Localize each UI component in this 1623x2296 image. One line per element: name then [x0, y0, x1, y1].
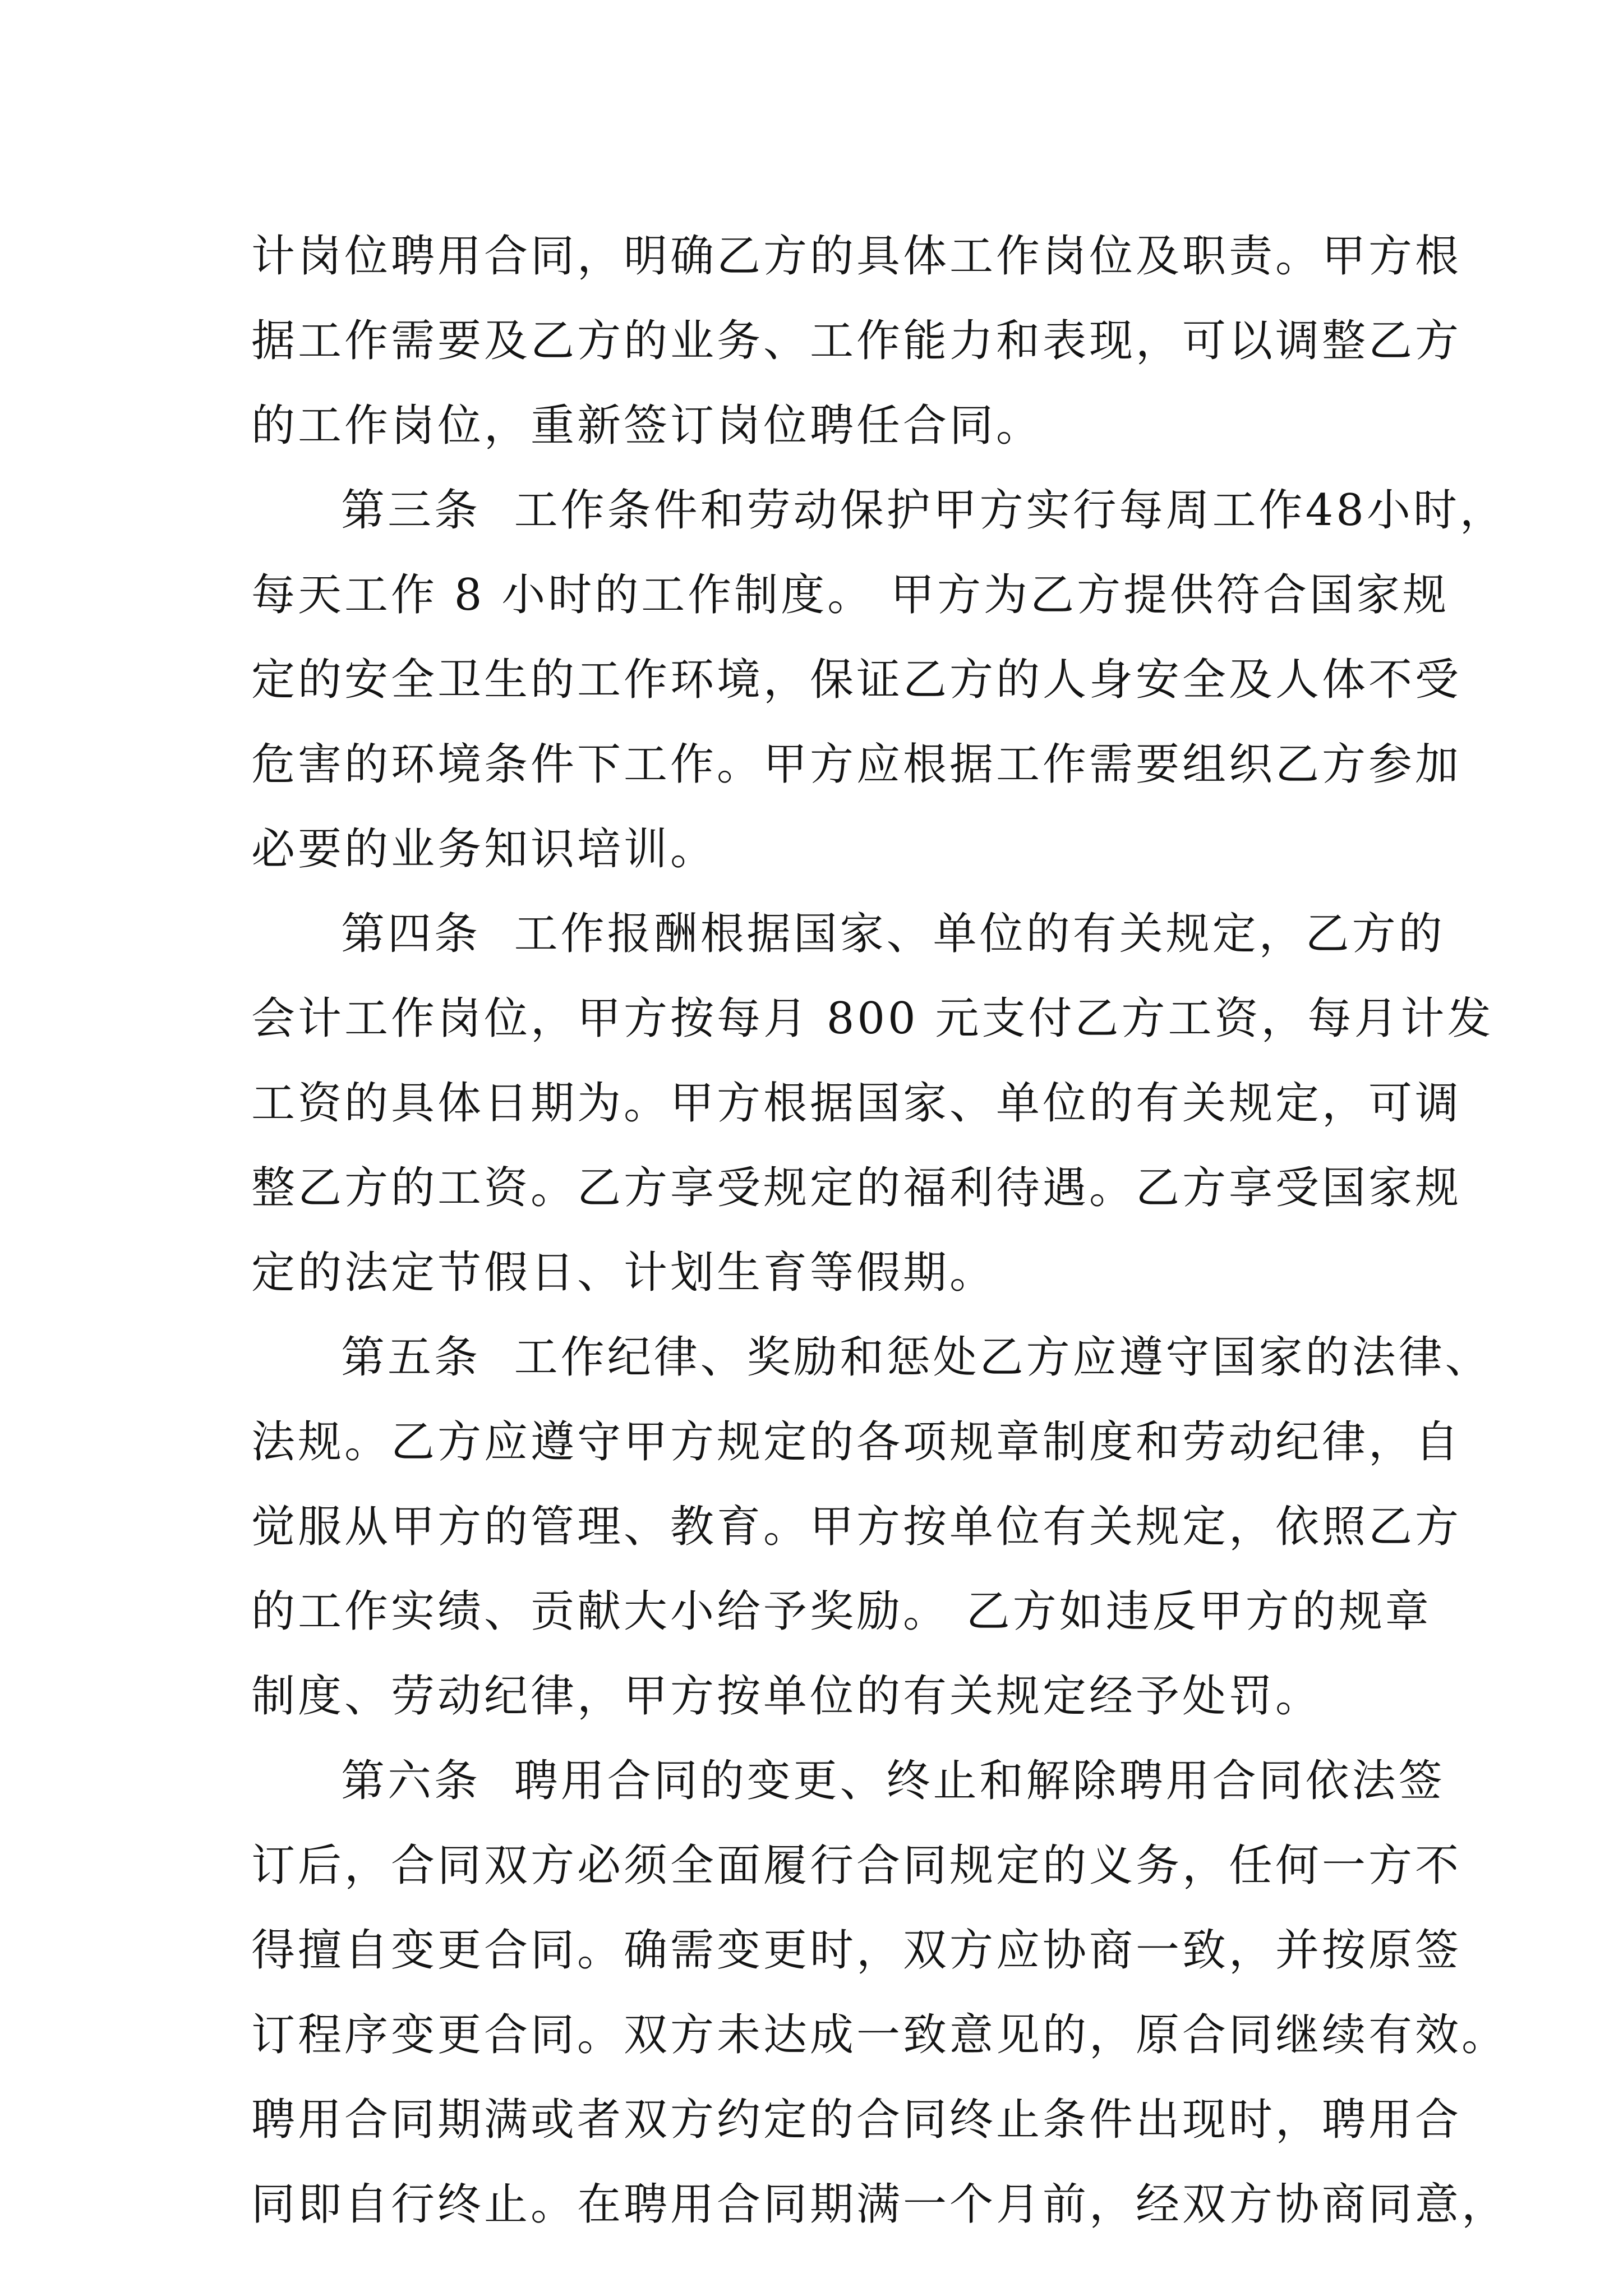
paragraph-article-5 [251, 1315, 1492, 1739]
text-line: 觉服从甲方的管理、教育。甲方按单位有关规定，依照乙方 [251, 1502, 1462, 1552]
text-line: 的工作岗位，重新签订岗位聘任合同。 [251, 401, 1043, 451]
text-line: 必要的业务知识培训。 [251, 824, 717, 875]
text-line: 得擅自变更合同。确需变更时，双方应协商一致，并按原签 [251, 1925, 1462, 1976]
paragraph-article-4 [251, 892, 1494, 1315]
text-line: 订后，合同双方必须全面履行合同规定的义务，任何一方不 [251, 1841, 1462, 1891]
text-line: 工资的具体日期为。甲方根据国家、单位的有关规定，可调 [251, 1078, 1462, 1129]
paragraph-article-3 [251, 468, 1506, 892]
text-line: 整乙方的工资。乙方享受规定的福利待遇。乙方享受国家规 [251, 1163, 1462, 1213]
text-line: 同即自行终止。在聘用合同期满一个月前，经双方协商同意， [251, 2179, 1509, 2230]
text-line: 聘用合同期满或者双方约定的合同终止条件出现时，聘用合 [251, 2095, 1462, 2145]
text-line: 第三条 工作条件和劳动保护甲方实行每周工作48小时， [341, 485, 1506, 536]
text-line: 订程序变更合同。双方未达成一致意见的，原合同继续有效。 [251, 2010, 1509, 2060]
text-line: 的工作实绩、贡献大小给予奖励。 乙方如违反甲方的规章 [251, 1586, 1432, 1637]
text-line: 计岗位聘用合同，明确乙方的具体工作岗位及职责。甲方根 [251, 231, 1462, 282]
paragraph-article-6 [251, 1739, 1509, 2247]
text-line: 第五条 工作纪律、奖励和惩处乙方应遵守国家的法律、 [341, 1332, 1492, 1383]
text-line: 制度、劳动纪律，甲方按单位的有关规定经予处罚。 [251, 1671, 1322, 1722]
text-line: 据工作需要及乙方的业务、工作能力和表现，可以调整乙方 [251, 316, 1462, 366]
paragraph-continuation [251, 214, 1462, 468]
document-body [251, 214, 1509, 2247]
text-line: 危害的环境条件下工作。甲方应根据工作需要组织乙方参加 [251, 739, 1462, 790]
text-line: 定的安全卫生的工作环境，保证乙方的人身安全及人体不受 [251, 655, 1462, 705]
text-line: 第四条 工作报酬根据国家、单位的有关规定，乙方的 [341, 909, 1445, 959]
text-line: 每天工作 8 小时的工作制度。 甲方为乙方提供符合国家规 [251, 570, 1450, 620]
text-line: 会计工作岗位，甲方按每月 800 元支付乙方工资，每月计发 [251, 993, 1494, 1044]
text-line: 第六条 聘用合同的变更、终止和解除聘用合同依法签 [341, 1756, 1445, 1806]
text-line: 法规。乙方应遵守甲方规定的各项规章制度和劳动纪律，自 [251, 1417, 1462, 1467]
text-line: 定的法定节假日、计划生育等假期。 [251, 1248, 997, 1298]
